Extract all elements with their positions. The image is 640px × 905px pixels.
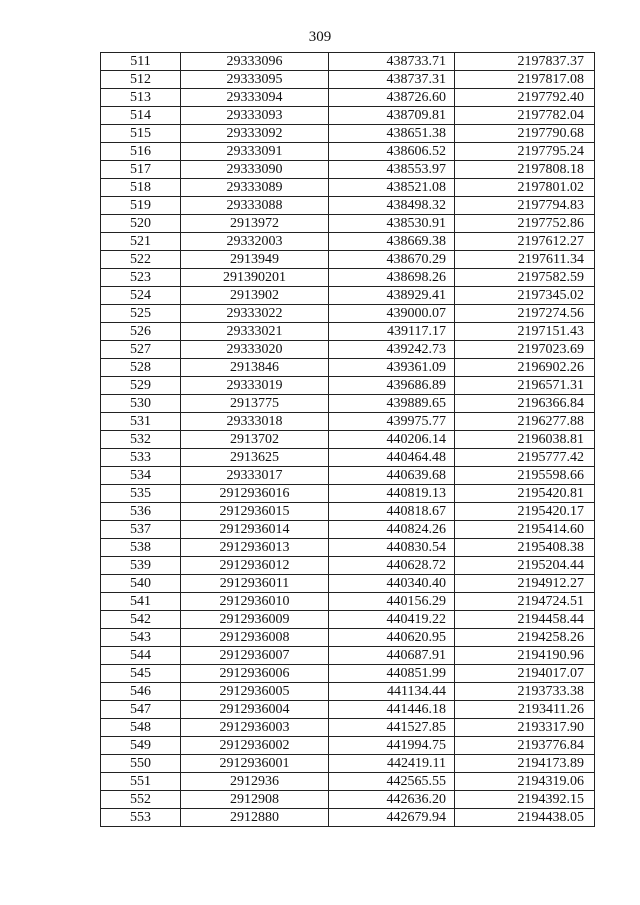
coord-y-cell: 2197801.02 xyxy=(455,179,595,197)
table-row xyxy=(101,161,595,179)
coord-x-cell: 438669.38 xyxy=(329,233,455,251)
coord-x-cell: 438553.97 xyxy=(329,161,455,179)
point-index-cell: 542 xyxy=(101,611,181,629)
point-id-cell: 2912936003 xyxy=(181,719,329,737)
point-id-cell: 2913846 xyxy=(181,359,329,377)
coord-x-cell: 441134.44 xyxy=(329,683,455,701)
table-row xyxy=(101,359,595,377)
coord-x-cell: 442636.20 xyxy=(329,791,455,809)
point-id-cell: 29333092 xyxy=(181,125,329,143)
table-row xyxy=(101,395,595,413)
table-row xyxy=(101,269,595,287)
table-row xyxy=(101,197,595,215)
point-id-cell: 2912936008 xyxy=(181,629,329,647)
point-index-cell: 516 xyxy=(101,143,181,161)
point-index-cell: 528 xyxy=(101,359,181,377)
coord-x-cell: 440639.68 xyxy=(329,467,455,485)
coord-y-cell: 2197023.69 xyxy=(455,341,595,359)
coord-y-cell: 2193317.90 xyxy=(455,719,595,737)
point-id-cell: 2912908 xyxy=(181,791,329,809)
coord-x-cell: 439889.65 xyxy=(329,395,455,413)
coord-y-cell: 2196366.84 xyxy=(455,395,595,413)
coord-y-cell: 2197817.08 xyxy=(455,71,595,89)
coord-y-cell: 2195420.17 xyxy=(455,503,595,521)
point-id-cell: 2912936005 xyxy=(181,683,329,701)
point-id-cell: 2912936001 xyxy=(181,755,329,773)
coord-y-cell: 2194458.44 xyxy=(455,611,595,629)
table-row xyxy=(101,593,595,611)
point-index-cell: 519 xyxy=(101,197,181,215)
table-row xyxy=(101,143,595,161)
table-row xyxy=(101,89,595,107)
page-number: 309 xyxy=(308,29,332,45)
point-id-cell: 2912936009 xyxy=(181,611,329,629)
point-id-cell: 29333021 xyxy=(181,323,329,341)
coord-y-cell: 2197808.18 xyxy=(455,161,595,179)
table-row xyxy=(101,125,595,143)
coord-x-cell: 438737.31 xyxy=(329,71,455,89)
point-id-cell: 2912936002 xyxy=(181,737,329,755)
coord-y-cell: 2194724.51 xyxy=(455,593,595,611)
point-id-cell: 29333017 xyxy=(181,467,329,485)
point-id-cell: 2913902 xyxy=(181,287,329,305)
coord-y-cell: 2197837.37 xyxy=(455,53,595,71)
point-index-cell: 530 xyxy=(101,395,181,413)
point-index-cell: 549 xyxy=(101,737,181,755)
point-id-cell: 291390201 xyxy=(181,269,329,287)
table-row xyxy=(101,737,595,755)
point-id-cell: 2912936014 xyxy=(181,521,329,539)
point-index-cell: 543 xyxy=(101,629,181,647)
point-index-cell: 522 xyxy=(101,251,181,269)
table-row xyxy=(101,305,595,323)
point-id-cell: 2913625 xyxy=(181,449,329,467)
point-index-cell: 533 xyxy=(101,449,181,467)
table-row xyxy=(101,773,595,791)
coord-x-cell: 440620.95 xyxy=(329,629,455,647)
coord-x-cell: 440464.48 xyxy=(329,449,455,467)
table-row xyxy=(101,809,595,827)
coord-y-cell: 2197795.24 xyxy=(455,143,595,161)
coord-x-cell: 442679.94 xyxy=(329,809,455,827)
coord-y-cell: 2195420.81 xyxy=(455,485,595,503)
coord-x-cell: 439361.09 xyxy=(329,359,455,377)
coord-y-cell: 2197794.83 xyxy=(455,197,595,215)
coord-y-cell: 2197151.43 xyxy=(455,323,595,341)
coord-x-cell: 438651.38 xyxy=(329,125,455,143)
coord-x-cell: 439242.73 xyxy=(329,341,455,359)
coord-x-cell: 441994.75 xyxy=(329,737,455,755)
coord-x-cell: 438670.29 xyxy=(329,251,455,269)
coord-x-cell: 439686.89 xyxy=(329,377,455,395)
table-row xyxy=(101,575,595,593)
coord-y-cell: 2197792.40 xyxy=(455,89,595,107)
table-row xyxy=(101,71,595,89)
point-id-cell: 29333096 xyxy=(181,53,329,71)
coord-x-cell: 441446.18 xyxy=(329,701,455,719)
point-index-cell: 544 xyxy=(101,647,181,665)
coord-y-cell: 2197612.27 xyxy=(455,233,595,251)
coord-y-cell: 2194392.15 xyxy=(455,791,595,809)
point-index-cell: 541 xyxy=(101,593,181,611)
point-index-cell: 539 xyxy=(101,557,181,575)
coord-y-cell: 2197274.56 xyxy=(455,305,595,323)
coord-y-cell: 2195598.66 xyxy=(455,467,595,485)
coord-x-cell: 439975.77 xyxy=(329,413,455,431)
table-row xyxy=(101,647,595,665)
coord-y-cell: 2197790.68 xyxy=(455,125,595,143)
coord-y-cell: 2197782.04 xyxy=(455,107,595,125)
point-index-cell: 512 xyxy=(101,71,181,89)
point-index-cell: 523 xyxy=(101,269,181,287)
point-id-cell: 2913702 xyxy=(181,431,329,449)
coord-x-cell: 439000.07 xyxy=(329,305,455,323)
point-index-cell: 538 xyxy=(101,539,181,557)
table-row xyxy=(101,323,595,341)
coord-y-cell: 2197345.02 xyxy=(455,287,595,305)
point-id-cell: 2912936010 xyxy=(181,593,329,611)
table-row xyxy=(101,611,595,629)
point-index-cell: 548 xyxy=(101,719,181,737)
point-id-cell: 29333095 xyxy=(181,71,329,89)
coord-y-cell: 2195414.60 xyxy=(455,521,595,539)
point-id-cell: 29333094 xyxy=(181,89,329,107)
table-row xyxy=(101,233,595,251)
table-row xyxy=(101,107,595,125)
coord-x-cell: 440818.67 xyxy=(329,503,455,521)
table-row xyxy=(101,719,595,737)
table-row xyxy=(101,215,595,233)
table-row xyxy=(101,431,595,449)
point-id-cell: 2912936 xyxy=(181,773,329,791)
table-row xyxy=(101,287,595,305)
coord-x-cell: 440851.99 xyxy=(329,665,455,683)
coord-y-cell: 2194912.27 xyxy=(455,575,595,593)
coord-y-cell: 2193411.26 xyxy=(455,701,595,719)
coord-x-cell: 440206.14 xyxy=(329,431,455,449)
point-index-cell: 553 xyxy=(101,809,181,827)
coord-x-cell: 440340.40 xyxy=(329,575,455,593)
coord-x-cell: 438498.32 xyxy=(329,197,455,215)
coord-y-cell: 2194173.89 xyxy=(455,755,595,773)
coord-x-cell: 439117.17 xyxy=(329,323,455,341)
point-index-cell: 527 xyxy=(101,341,181,359)
point-index-cell: 518 xyxy=(101,179,181,197)
coord-y-cell: 2194319.06 xyxy=(455,773,595,791)
point-index-cell: 526 xyxy=(101,323,181,341)
table-row xyxy=(101,377,595,395)
point-index-cell: 524 xyxy=(101,287,181,305)
coord-y-cell: 2193733.38 xyxy=(455,683,595,701)
coord-x-cell: 442419.11 xyxy=(329,755,455,773)
point-id-cell: 29333022 xyxy=(181,305,329,323)
coord-y-cell: 2195777.42 xyxy=(455,449,595,467)
coord-y-cell: 2194258.26 xyxy=(455,629,595,647)
table-row xyxy=(101,629,595,647)
table-row xyxy=(101,755,595,773)
coord-x-cell: 441527.85 xyxy=(329,719,455,737)
point-index-cell: 513 xyxy=(101,89,181,107)
point-index-cell: 537 xyxy=(101,521,181,539)
table-row xyxy=(101,53,595,71)
coord-x-cell: 438733.71 xyxy=(329,53,455,71)
coord-y-cell: 2196038.81 xyxy=(455,431,595,449)
coord-y-cell: 2197611.34 xyxy=(455,251,595,269)
coord-y-cell: 2194017.07 xyxy=(455,665,595,683)
table-row xyxy=(101,467,595,485)
point-index-cell: 536 xyxy=(101,503,181,521)
point-index-cell: 552 xyxy=(101,791,181,809)
point-index-cell: 551 xyxy=(101,773,181,791)
point-index-cell: 532 xyxy=(101,431,181,449)
table-row xyxy=(101,701,595,719)
point-id-cell: 2913972 xyxy=(181,215,329,233)
coord-x-cell: 440819.13 xyxy=(329,485,455,503)
point-index-cell: 511 xyxy=(101,53,181,71)
point-index-cell: 525 xyxy=(101,305,181,323)
coord-x-cell: 438606.52 xyxy=(329,143,455,161)
point-id-cell: 29333090 xyxy=(181,161,329,179)
point-id-cell: 2912936013 xyxy=(181,539,329,557)
table-row xyxy=(101,791,595,809)
coord-y-cell: 2197582.59 xyxy=(455,269,595,287)
coord-x-cell: 438530.91 xyxy=(329,215,455,233)
coordinates-table xyxy=(100,52,595,827)
table-row xyxy=(101,485,595,503)
table-row xyxy=(101,683,595,701)
point-id-cell: 2912936004 xyxy=(181,701,329,719)
point-index-cell: 517 xyxy=(101,161,181,179)
point-id-cell: 29333020 xyxy=(181,341,329,359)
point-index-cell: 540 xyxy=(101,575,181,593)
coord-x-cell: 440824.26 xyxy=(329,521,455,539)
table-row xyxy=(101,521,595,539)
coord-y-cell: 2193776.84 xyxy=(455,737,595,755)
point-id-cell: 29333093 xyxy=(181,107,329,125)
point-id-cell: 29333088 xyxy=(181,197,329,215)
point-id-cell: 29333089 xyxy=(181,179,329,197)
coord-x-cell: 440687.91 xyxy=(329,647,455,665)
point-id-cell: 29333018 xyxy=(181,413,329,431)
point-index-cell: 515 xyxy=(101,125,181,143)
point-id-cell: 2912936007 xyxy=(181,647,329,665)
coordinates-table-body xyxy=(101,53,595,827)
coord-y-cell: 2194190.96 xyxy=(455,647,595,665)
coord-x-cell: 438698.26 xyxy=(329,269,455,287)
point-id-cell: 2912936015 xyxy=(181,503,329,521)
point-id-cell: 29332003 xyxy=(181,233,329,251)
point-index-cell: 514 xyxy=(101,107,181,125)
point-id-cell: 2913949 xyxy=(181,251,329,269)
point-index-cell: 521 xyxy=(101,233,181,251)
table-row xyxy=(101,179,595,197)
point-id-cell: 29333091 xyxy=(181,143,329,161)
coord-x-cell: 438929.41 xyxy=(329,287,455,305)
point-index-cell: 545 xyxy=(101,665,181,683)
point-id-cell: 2912936012 xyxy=(181,557,329,575)
coord-x-cell: 440830.54 xyxy=(329,539,455,557)
point-index-cell: 531 xyxy=(101,413,181,431)
coord-x-cell: 440419.22 xyxy=(329,611,455,629)
coord-y-cell: 2194438.05 xyxy=(455,809,595,827)
coord-y-cell: 2197752.86 xyxy=(455,215,595,233)
point-id-cell: 2912936016 xyxy=(181,485,329,503)
coord-x-cell: 442565.55 xyxy=(329,773,455,791)
table-row xyxy=(101,557,595,575)
point-id-cell: 2912936006 xyxy=(181,665,329,683)
point-index-cell: 520 xyxy=(101,215,181,233)
point-index-cell: 534 xyxy=(101,467,181,485)
point-id-cell: 2913775 xyxy=(181,395,329,413)
coord-x-cell: 438521.08 xyxy=(329,179,455,197)
point-index-cell: 535 xyxy=(101,485,181,503)
table-row xyxy=(101,665,595,683)
table-row xyxy=(101,503,595,521)
coord-x-cell: 440156.29 xyxy=(329,593,455,611)
table-row xyxy=(101,251,595,269)
table-row xyxy=(101,341,595,359)
point-id-cell: 2912936011 xyxy=(181,575,329,593)
coord-y-cell: 2195408.38 xyxy=(455,539,595,557)
point-index-cell: 550 xyxy=(101,755,181,773)
table-row xyxy=(101,413,595,431)
coord-y-cell: 2196902.26 xyxy=(455,359,595,377)
point-index-cell: 529 xyxy=(101,377,181,395)
coord-x-cell: 438726.60 xyxy=(329,89,455,107)
table-row xyxy=(101,539,595,557)
point-id-cell: 2912880 xyxy=(181,809,329,827)
coord-x-cell: 438709.81 xyxy=(329,107,455,125)
coord-x-cell: 440628.72 xyxy=(329,557,455,575)
point-index-cell: 546 xyxy=(101,683,181,701)
point-index-cell: 547 xyxy=(101,701,181,719)
table-row xyxy=(101,449,595,467)
point-id-cell: 29333019 xyxy=(181,377,329,395)
coord-y-cell: 2196277.88 xyxy=(455,413,595,431)
coord-y-cell: 2196571.31 xyxy=(455,377,595,395)
coord-y-cell: 2195204.44 xyxy=(455,557,595,575)
